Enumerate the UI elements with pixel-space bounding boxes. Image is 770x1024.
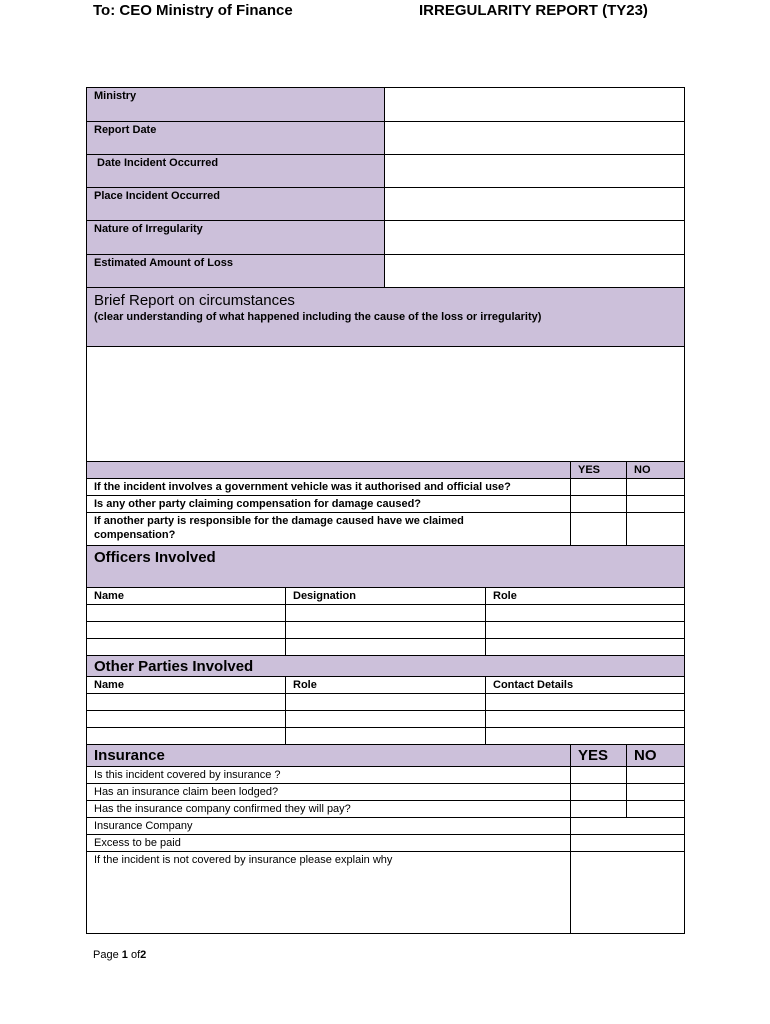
officer-name-field[interactable] xyxy=(87,622,286,638)
officer-designation-field[interactable] xyxy=(286,605,486,621)
vehicle-question-row xyxy=(87,496,684,513)
officer-designation-field[interactable] xyxy=(286,639,486,655)
place-field[interactable] xyxy=(385,188,684,220)
vehicle-question: If another party is responsible for the damage caused have we claimed compensation? xyxy=(87,513,571,545)
details-row-loss xyxy=(87,255,684,288)
insurance-question-row xyxy=(87,767,684,784)
officers-row xyxy=(87,639,684,656)
officer-name-field[interactable] xyxy=(87,605,286,621)
brief-title: Brief Report on circumstances xyxy=(94,292,295,309)
date-occurred-field[interactable] xyxy=(385,155,684,187)
vehicle-header-row xyxy=(87,462,684,479)
party-contact-field[interactable] xyxy=(486,694,684,710)
yes-checkbox[interactable] xyxy=(571,496,627,512)
party-name-field[interactable] xyxy=(87,694,286,710)
brief-header xyxy=(87,288,684,346)
details-row-place xyxy=(87,188,684,221)
party-contact-field[interactable] xyxy=(486,728,684,744)
brief-header-row xyxy=(87,288,684,347)
other-parties-column-header: Contact Details xyxy=(493,679,574,691)
report-date-field[interactable] xyxy=(385,122,684,154)
details-row-nature xyxy=(87,221,684,255)
yes-checkbox[interactable] xyxy=(571,784,627,800)
other-parties-header-row xyxy=(87,656,684,677)
details-row-ministry xyxy=(87,88,684,122)
insurance-title: Insurance xyxy=(87,745,571,766)
officer-role-field[interactable] xyxy=(486,605,684,621)
loss-field[interactable] xyxy=(385,255,684,287)
party-name-field[interactable] xyxy=(87,728,286,744)
details-row-date-occurred xyxy=(87,155,684,188)
brief-subtitle: (clear understanding of what happened including the cause of the loss or irregularity) xyxy=(94,311,542,323)
details-label: Ministry xyxy=(87,88,385,121)
vehicle-question: Is any other party claiming compensation for damage caused? xyxy=(87,496,571,512)
recipient-heading: To: CEO Ministry of Finance xyxy=(93,2,293,19)
vehicle-question: If the incident involves a government vehicle was it authorised and official use? xyxy=(87,479,571,495)
other-parties-row xyxy=(87,728,684,745)
vehicle-question-row xyxy=(87,513,684,546)
yes-checkbox[interactable] xyxy=(571,513,627,545)
other-parties-columns-row xyxy=(87,677,684,694)
no-checkbox[interactable] xyxy=(627,479,684,495)
page-word: Page xyxy=(93,949,119,961)
insurance-no-header: NO xyxy=(634,747,657,764)
yes-checkbox[interactable] xyxy=(571,767,627,783)
insurance-header-row xyxy=(87,745,684,767)
officers-column-header: Name xyxy=(87,588,286,604)
officers-title: Officers Involved xyxy=(94,549,216,566)
insurance-company-field[interactable] xyxy=(571,818,684,834)
details-label: Estimated Amount of Loss xyxy=(87,255,385,287)
details-label: Nature of Irregularity xyxy=(87,221,385,254)
officers-column-header: Designation xyxy=(286,588,486,604)
officers-row xyxy=(87,605,684,622)
party-name-field[interactable] xyxy=(87,711,286,727)
page-number: 1 xyxy=(121,949,128,961)
details-row-report-date xyxy=(87,122,684,155)
insurance-company-row xyxy=(87,818,684,835)
not-covered-row xyxy=(87,852,684,934)
officers-header-row xyxy=(87,546,684,588)
officers-columns-row xyxy=(87,588,684,605)
insurance-company-label: Insurance Company xyxy=(87,818,571,834)
party-role-field[interactable] xyxy=(286,711,486,727)
vehicle-header-spacer xyxy=(87,462,571,478)
details-label: Place Incident Occurred xyxy=(87,188,385,220)
other-parties-row xyxy=(87,711,684,728)
page-total: 2 xyxy=(140,949,147,961)
details-label: Date Incident Occurred xyxy=(87,155,385,187)
insurance-question-row xyxy=(87,784,684,801)
page-footer xyxy=(93,949,146,961)
no-checkbox[interactable] xyxy=(627,496,684,512)
yes-column-header: YES xyxy=(571,462,627,478)
insurance-question-row xyxy=(87,801,684,818)
no-column-header: NO xyxy=(634,464,651,476)
party-contact-field[interactable] xyxy=(486,711,684,727)
other-parties-row xyxy=(87,694,684,711)
ministry-field[interactable] xyxy=(385,88,684,121)
excess-row xyxy=(87,835,684,852)
yes-checkbox[interactable] xyxy=(571,479,627,495)
brief-body-row xyxy=(87,347,684,462)
excess-field[interactable] xyxy=(571,835,684,851)
report-title: IRREGULARITY REPORT (TY23) xyxy=(419,2,648,19)
insurance-yes-header: YES xyxy=(571,745,627,766)
details-table xyxy=(86,87,685,934)
officer-role-field[interactable] xyxy=(486,622,684,638)
details-label: Report Date xyxy=(87,122,385,154)
not-covered-explanation-field[interactable]: If the incident is not covered by insurance please explain why xyxy=(87,852,571,933)
insurance-question: Is this incident covered by insurance ? xyxy=(87,767,571,783)
other-parties-column-header: Name xyxy=(87,677,286,693)
no-checkbox[interactable] xyxy=(627,513,684,545)
other-parties-title: Other Parties Involved xyxy=(94,658,254,675)
yes-checkbox[interactable] xyxy=(571,801,627,817)
officers-row xyxy=(87,622,684,639)
brief-report-textarea[interactable] xyxy=(87,347,684,461)
not-covered-side-field[interactable] xyxy=(571,852,684,933)
other-parties-column-header: Role xyxy=(286,677,486,693)
party-role-field[interactable] xyxy=(286,694,486,710)
vehicle-question-row xyxy=(87,479,684,496)
no-checkbox[interactable] xyxy=(627,767,684,783)
officer-name-field[interactable] xyxy=(87,639,286,655)
officer-designation-field[interactable] xyxy=(286,622,486,638)
insurance-question: Has an insurance claim been lodged? xyxy=(87,784,571,800)
excess-label: Excess to be paid xyxy=(87,835,571,851)
officer-role-field[interactable] xyxy=(486,639,684,655)
no-checkbox[interactable] xyxy=(627,784,684,800)
party-role-field[interactable] xyxy=(286,728,486,744)
of-word: of xyxy=(130,949,141,961)
insurance-question: Has the insurance company confirmed they will pay? xyxy=(87,801,571,817)
nature-field[interactable] xyxy=(385,221,684,254)
no-checkbox[interactable] xyxy=(627,801,684,817)
officers-column-header: Role xyxy=(493,590,517,602)
